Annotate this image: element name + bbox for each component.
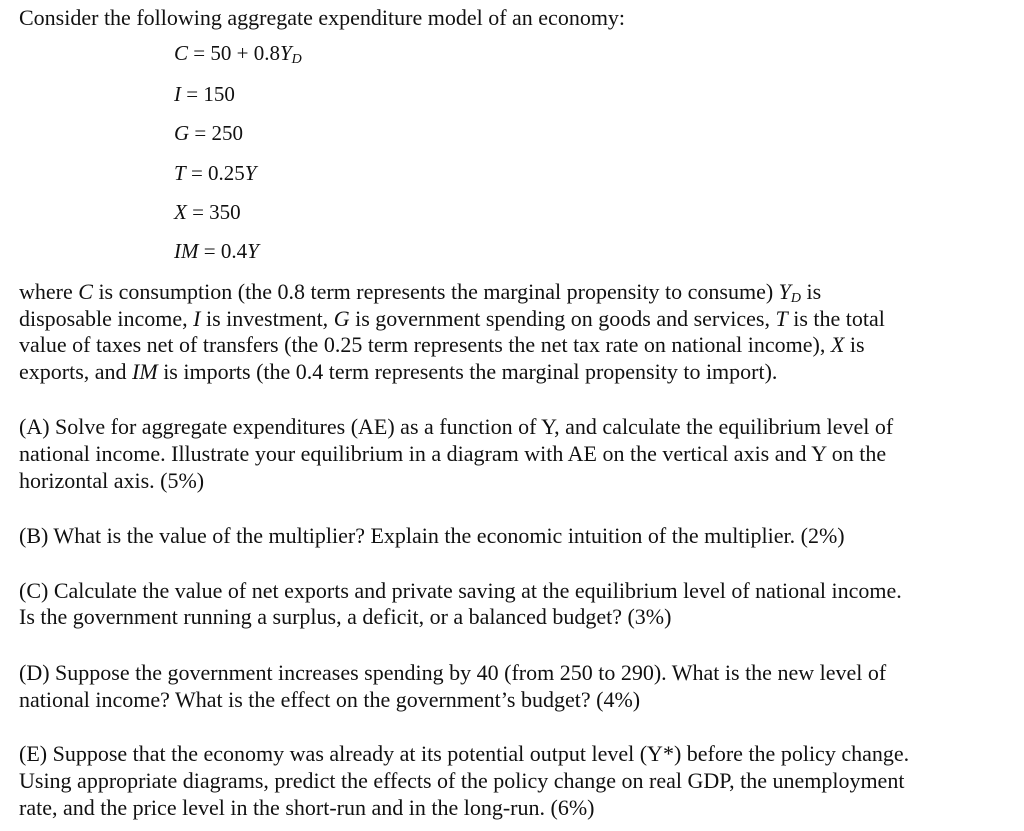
equation-var: Y [247, 239, 259, 263]
definition-line-3 [19, 331, 865, 358]
var-im: IM [132, 359, 158, 384]
equation-taxes [174, 160, 256, 186]
text: is [844, 332, 865, 357]
question-e-line-2: Using appropriate diagrams, predict the effects of the policy change on real GDP, the unemployment [19, 768, 905, 793]
var-c: C [78, 279, 93, 304]
equation-rhs: = 250 [194, 121, 244, 145]
definition-line-4 [19, 358, 777, 385]
text: exports, and [19, 359, 133, 384]
var-x: X [830, 332, 845, 357]
text: is consumption (the 0.8 term represents the marginal propensity to consume) [92, 279, 779, 304]
equation-government [174, 120, 243, 146]
equation-var: Y [279, 41, 292, 65]
text: is imports (the 0.4 term represents the marginal propensity to import). [157, 359, 778, 384]
text: disposable income, [19, 306, 194, 331]
equation-lhs: I [174, 82, 181, 106]
question-a-line-2: national income. Illustrate your equilibrium in a diagram with AE on the vertical axis and Y on the [19, 441, 887, 466]
question-c-line-1: (C) Calculate the value of net exports and private saving at the equilibrium level of national income. [19, 578, 902, 603]
equation-rhs: = 350 [192, 200, 241, 224]
text: is the total [787, 306, 885, 331]
definition-line-2 [19, 305, 885, 332]
question-e-line-3: rate, and the price level in the short-run and in the long-run. (6%) [19, 795, 595, 820]
equation-lhs: C [174, 41, 189, 65]
equation-lhs: X [174, 200, 187, 224]
equation-rhs: = 150 [186, 82, 235, 106]
question-c-line-2: Is the government running a surplus, a deficit, or a balanced budget? (3%) [19, 604, 672, 629]
equation-rhs: = 0.4 [203, 239, 248, 263]
equation-subscript: D [291, 52, 302, 67]
question-e-line-1: (E) Suppose that the economy was already at its potential output level (Y*) before the policy change. [19, 741, 910, 766]
var-i: I [193, 306, 201, 331]
text: is investment, [200, 306, 334, 331]
var-g: G [333, 306, 350, 331]
question-a-line-3: horizontal axis. (5%) [19, 468, 205, 493]
equation-lhs: IM [174, 239, 199, 263]
text: where [19, 279, 79, 304]
text: value of taxes net of transfers (the 0.25 term represents the net tax rate on national income), [19, 332, 831, 357]
equation-investment [174, 81, 235, 107]
equation-imports [174, 238, 259, 264]
equation-lhs: G [174, 121, 190, 145]
subscript-d: D [790, 291, 802, 306]
intro-text: Consider the following aggregate expenditure model of an economy: [19, 5, 626, 30]
question-d-line-1: (D) Suppose the government increases spending by 40 (from 250 to 290). What is the new level of [19, 660, 887, 685]
text: is [801, 279, 822, 304]
equation-lhs: T [174, 161, 186, 185]
equation-exports [174, 199, 241, 225]
equation-rhs: = 50 + 0.8 [193, 41, 280, 65]
var-t: T [775, 306, 788, 331]
var-y: Y [778, 279, 791, 304]
equation-rhs: = 0.25 [190, 161, 245, 185]
question-b-line-1: (B) What is the value of the multiplier? Explain the economic intuition of the multiplier. (2%) [19, 523, 845, 548]
equation-consumption [174, 40, 302, 73]
question-d-line-2: national income? What is the effect on the government’s budget? (4%) [19, 687, 641, 712]
equation-var: Y [244, 161, 257, 185]
question-a-line-1: (A) Solve for aggregate expenditures (AE) as a function of Y, and calculate the equilibrium level of [19, 414, 894, 439]
text: is government spending on goods and services, [349, 306, 776, 331]
